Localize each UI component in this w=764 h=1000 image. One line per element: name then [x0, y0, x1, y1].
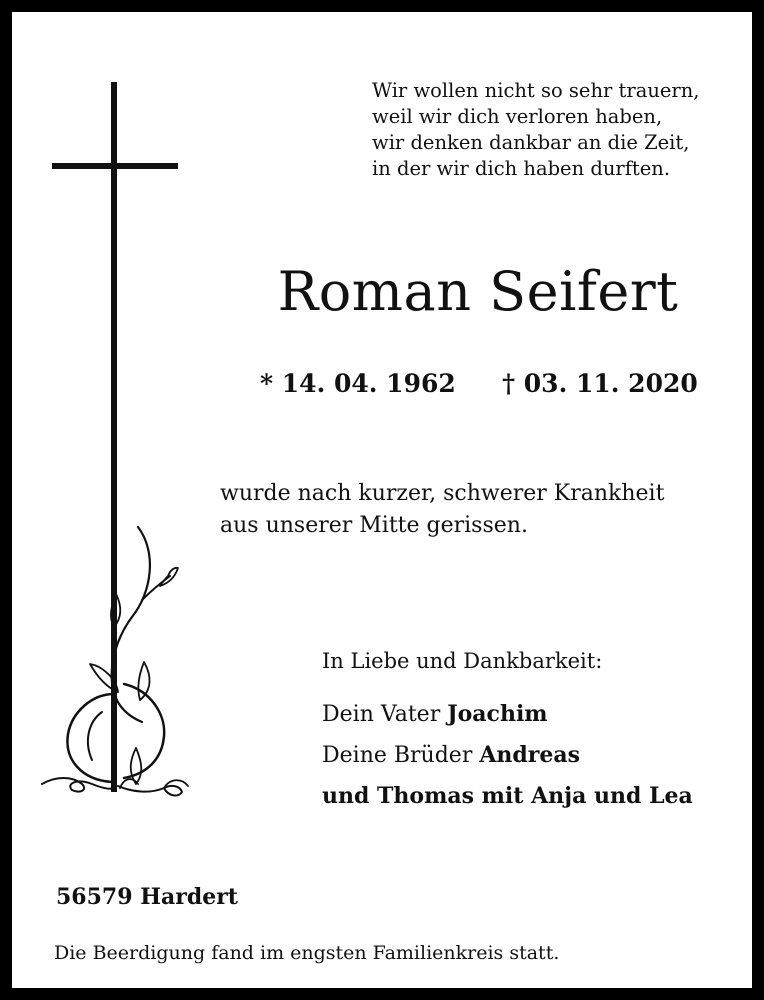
mourner-relation: Dein Vater [322, 702, 441, 727]
mourner-relation: Deine Brüder [322, 743, 473, 768]
mourner-father [322, 694, 693, 735]
mourners-intro: In Liebe und Dankbarkeit: [322, 649, 603, 673]
mourner-name: Andreas [479, 742, 581, 768]
deceased-name: Roman Seifert [277, 260, 679, 323]
mourner-brother-family: und Thomas mit Anja und Lea [322, 783, 693, 809]
poem-line: in der wir dich haben durften. [372, 157, 671, 180]
poem-line: Wir wollen nicht so sehr trauern, [372, 79, 700, 102]
birth-date: * 14. 04. 1962 [260, 369, 456, 398]
mourners-list [322, 694, 693, 816]
memorial-poem [372, 78, 762, 182]
cross-with-vine-icon [32, 72, 202, 812]
notice-line: wurde nach kurzer, schwerer Krankheit [220, 481, 665, 506]
mourner-brothers [322, 735, 693, 776]
notice-line: aus unserer Mitte gerissen. [220, 513, 528, 538]
poem-line: weil wir dich verloren haben, [372, 105, 663, 128]
place-name: 56579 Hardert [56, 884, 238, 910]
death-notice-text [220, 478, 736, 542]
mourner-name: Joachim [447, 701, 548, 727]
poem-line: wir denken dankbar an die Zeit, [372, 131, 690, 154]
death-date: † 03. 11. 2020 [502, 369, 698, 398]
burial-note: Die Beerdigung fand im engsten Familienkreis statt. [54, 942, 560, 964]
